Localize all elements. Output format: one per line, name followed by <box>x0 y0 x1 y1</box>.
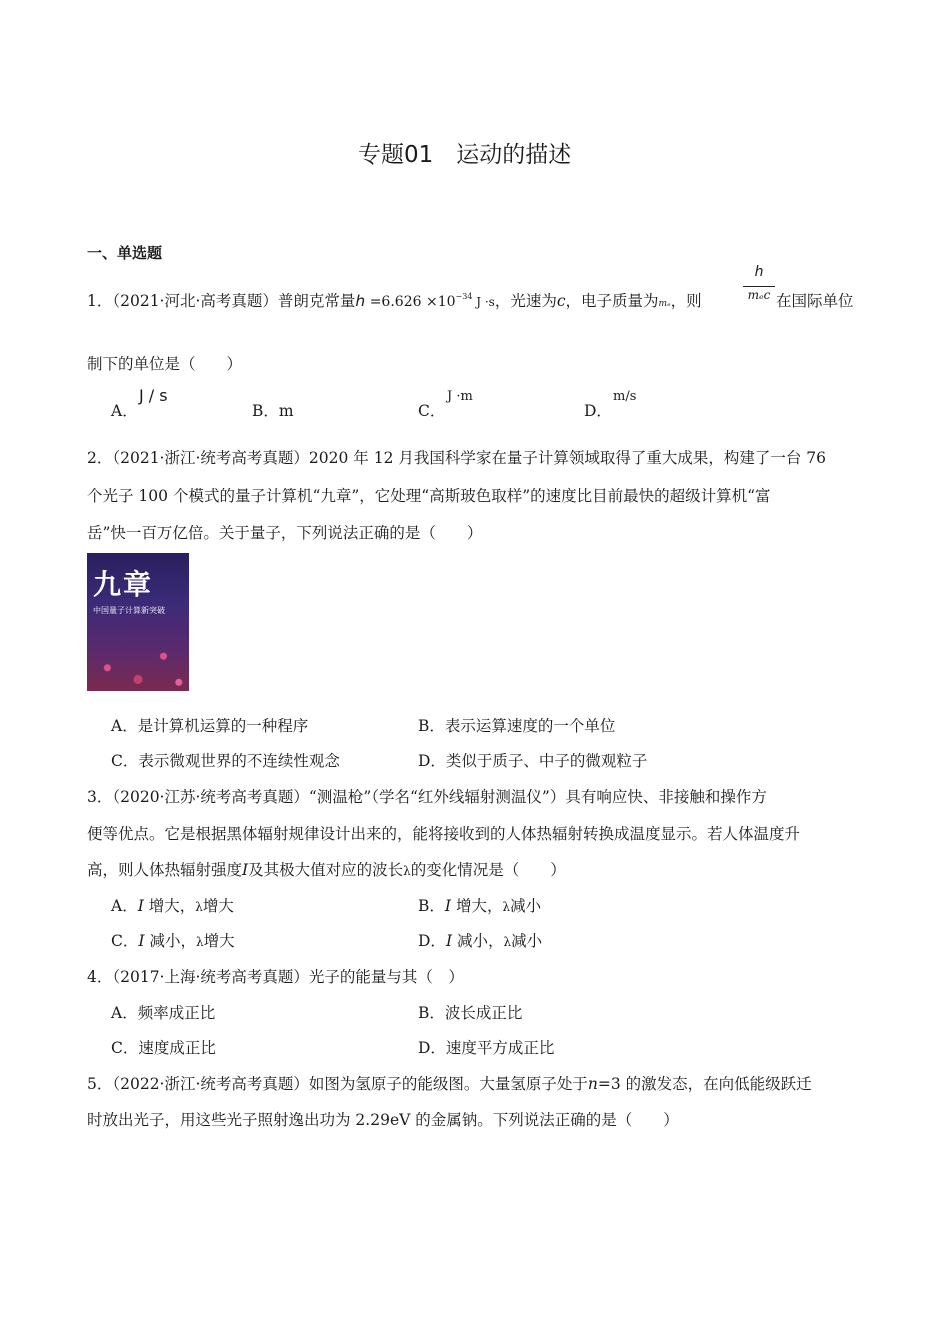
q1-option-b: B．m <box>252 402 294 420</box>
q3-I-symbol: I <box>444 897 452 915</box>
q4-option-a: A．频率成正比 <box>111 1004 216 1022</box>
q3-lambda-symbol: λ <box>195 900 203 914</box>
q1-me-symbol: mₑ <box>658 299 671 309</box>
q1-h-symbol: h <box>355 292 366 310</box>
q1-stem-line2: 制下的单位是（ ） <box>87 355 243 373</box>
q3-stem-line2: 便等优点。它是根据黑体辐射规律设计出来的，能将接收到的人体热辐射转换成温度显示。若人体温度升 <box>87 825 801 843</box>
q3-option-text: 减小 <box>510 897 542 915</box>
q3-text: 及其极大值对应的波长 <box>248 861 404 879</box>
q3-text: 高，则人体热辐射强度 <box>87 861 243 879</box>
q3-lambda-symbol: λ <box>502 900 511 914</box>
jiuzhang-poster-image <box>87 553 189 691</box>
q1-option-d-label: D． <box>584 402 612 420</box>
q1-text: ，则 <box>670 292 702 310</box>
q3-I-symbol: I <box>137 897 144 915</box>
poster-decoration <box>87 633 189 691</box>
q3-option-text: 减小， <box>457 932 504 950</box>
q3-option-a <box>111 896 234 917</box>
q1-fraction <box>743 264 775 302</box>
q3-option-c <box>111 931 235 952</box>
q5-text: =3 的激发态，在向低能级跃迁 <box>597 1075 812 1093</box>
q4-option-c: C．速度成正比 <box>111 1039 216 1057</box>
q2-stem-line1: 2．（2021·浙江·统考高考真题）2020 年 12 月我国科学家在量子计算领域取得了重大成果，构建了一台 76 <box>87 449 827 467</box>
q3-lambda-symbol: λ <box>503 935 512 949</box>
q3-option-label: A． <box>111 897 138 915</box>
q3-lambda-symbol: λ <box>403 864 411 878</box>
q1-text: ，光速为 <box>494 292 557 310</box>
q2-option-a: A．是计算机运算的一种程序 <box>111 717 309 735</box>
page-title: 专题01 运动的描述 <box>358 142 572 168</box>
q1-fraction-bar <box>743 286 775 287</box>
q1-option-a-label: A． <box>111 402 138 420</box>
q3-option-text: 减小 <box>511 932 543 950</box>
q3-stem-line1: 3．（2020·江苏·统考高考真题）“测温枪”（学名“红外线辐射测温仪”）具有响应快、非接触和操作方 <box>87 788 767 806</box>
q3-option-b <box>418 896 541 917</box>
q3-option-label: C． <box>111 932 139 950</box>
q3-option-text: 增大 <box>203 932 235 950</box>
q1-option-c-label: C． <box>418 402 446 420</box>
q2-option-c: C．表示微观世界的不连续性观念 <box>111 752 340 770</box>
q2-option-d: D．类似于质子、中子的微观粒子 <box>418 752 648 770</box>
q5-n-symbol: n <box>587 1075 598 1093</box>
q3-I-symbol: I <box>445 932 453 950</box>
q1-c-symbol: c <box>556 292 566 310</box>
q1-stem <box>87 291 702 314</box>
q1-stem-end: 在国际单位 <box>776 292 854 310</box>
poster-subtitle: 中国量子计算新突破 <box>93 606 165 615</box>
q1-fraction-numerator: h <box>754 264 764 280</box>
q1-option-a-value: J / s <box>139 386 168 405</box>
q3-text: 的变化情况是（ ） <box>410 861 566 879</box>
q2-stem-line2: 个光子 100 个模式的量子计算机“九章”，它处理“高斯玻色取样”的速度比目前最快的超级计算机“富 <box>87 487 771 505</box>
q3-option-text: 增大， <box>455 897 503 915</box>
q3-option-d <box>418 931 542 952</box>
q1-unit: J ·s <box>472 295 495 309</box>
q5-text: 5．（2022·浙江·统考高考真题）如图为氢原子的能级图。大量氢原子处于 <box>87 1075 588 1093</box>
q3-stem-line3 <box>87 860 566 881</box>
q3-option-label: D． <box>418 932 446 950</box>
section-heading: 一、单选题 <box>87 244 163 262</box>
q2-stem-line3: 岳”快一百万亿倍。关于量子，下列说法正确的是（ ） <box>87 524 483 542</box>
q1-option-c-value: J ·m <box>447 389 473 404</box>
q3-option-text: 减小， <box>149 932 196 950</box>
q1-text: ，电子质量为 <box>565 292 659 310</box>
q2-option-b: B．表示运算速度的一个单位 <box>418 717 616 735</box>
q1-exponent: −34 <box>455 292 473 301</box>
q3-option-text: 增大， <box>148 897 196 915</box>
q1-text: 1．（2021·河北·高考真题）普朗克常量 <box>87 292 356 310</box>
q3-I-symbol: I <box>138 932 145 950</box>
q4-stem: 4．（2017·上海·统考高考真题）光子的能量与其（ ） <box>87 968 464 986</box>
q1-fraction-denominator: mₑc <box>747 288 771 302</box>
q5-stem-line1 <box>87 1074 812 1094</box>
q1-option-d-value: m/s <box>613 389 637 404</box>
q5-stem-line2: 时放出光子，用这些光子照射逸出功为 2.29eV 的金属钠。下列说法正确的是（ ） <box>87 1111 679 1129</box>
q3-option-label: B． <box>418 897 445 915</box>
q1-value: =6.626 ×10 <box>365 294 456 310</box>
q3-I-symbol: I <box>242 861 249 879</box>
q3-lambda-symbol: λ <box>195 935 204 949</box>
q4-option-d: D．速度平方成正比 <box>418 1039 555 1057</box>
q4-option-b: B．波长成正比 <box>418 1004 523 1022</box>
q3-option-text: 增大 <box>202 897 234 915</box>
poster-title: 九章 <box>93 568 154 601</box>
